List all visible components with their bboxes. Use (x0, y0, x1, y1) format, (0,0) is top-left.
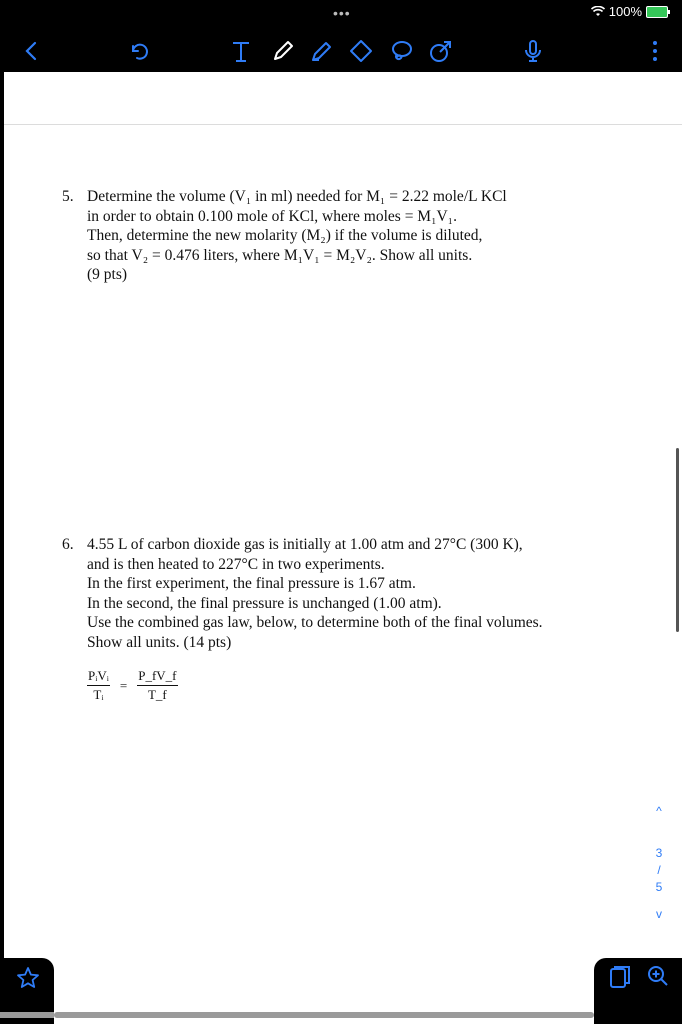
bottom-right-panel (594, 958, 682, 1024)
question-line: Determine the volume (V₁ in ml) needed for M₁ = 2.22 mole/L KCl (87, 188, 507, 205)
text-icon (228, 38, 254, 64)
back-button[interactable] (16, 36, 46, 66)
right-fraction (137, 668, 177, 703)
highlighter-tool[interactable] (307, 36, 337, 66)
combined-gas-law-formula (87, 668, 178, 703)
question-line: in order to obtain 0.100 mole of KCl, where moles = M₁V₁. (87, 207, 457, 225)
left-fraction (87, 668, 110, 703)
shapes-tool[interactable] (425, 36, 455, 66)
zoom-in-icon[interactable] (646, 964, 670, 988)
lasso-icon (388, 38, 414, 64)
vertical-scrollbar[interactable] (676, 448, 679, 632)
question-line: Then, determine the new molarity (M₂) if the volume is diluted, (87, 227, 483, 244)
question-6 (62, 535, 543, 652)
eraser-tool[interactable] (346, 36, 376, 66)
page-separator: / (657, 863, 661, 877)
top-toolbar (0, 0, 682, 72)
lasso-tool[interactable] (386, 36, 416, 66)
more-icon (642, 38, 668, 64)
more-button[interactable] (640, 36, 670, 66)
microphone-icon (520, 38, 546, 64)
question-line: 4.55 L of carbon dioxide gas is initially at 1.00 atm and 27°C (300 K), (87, 536, 523, 553)
pen-tool[interactable] (268, 36, 298, 66)
undo-icon (126, 38, 152, 64)
question-number: 6. (62, 536, 74, 553)
left-numerator: PᵢVᵢ (87, 668, 110, 686)
page-down-button[interactable]: v (656, 907, 662, 921)
page-header-area (0, 72, 682, 125)
current-page: 3 (655, 846, 663, 860)
question-line: Use the combined gas law, below, to determine both of the final volumes. (87, 614, 543, 631)
star-icon[interactable] (16, 966, 40, 990)
more-dots[interactable]: ••• (333, 5, 351, 21)
question-line: and is then heated to 227°C in two experiments. (87, 555, 385, 573)
page-up-button[interactable]: ^ (656, 804, 662, 818)
microphone-button[interactable] (518, 36, 548, 66)
right-numerator: P_fV_f (137, 668, 177, 686)
battery-icon (646, 6, 668, 18)
question-line: In the second, the final pressure is unchanged (1.00 atm). (87, 594, 442, 612)
question-5 (62, 187, 507, 285)
left-denominator: Tᵢ (93, 687, 104, 702)
question-number: 5. (62, 188, 74, 205)
wifi-icon (591, 6, 605, 17)
back-icon (18, 38, 44, 64)
status-bar (591, 4, 668, 19)
undo-button[interactable] (124, 36, 154, 66)
question-line: Show all units. (14 pts) (87, 633, 232, 651)
question-line: In the first experiment, the final pressure is 1.67 atm. (87, 575, 416, 592)
question-line: (9 pts) (87, 266, 128, 283)
shapes-icon (427, 38, 453, 64)
horizontal-scrollbar[interactable] (54, 1012, 594, 1018)
total-pages: 5 (655, 880, 663, 894)
equals-sign: = (119, 677, 128, 693)
scroll-track-left (0, 1012, 54, 1018)
page-navigator (647, 804, 671, 924)
battery-label: 100% (608, 4, 642, 19)
pages-icon[interactable] (608, 964, 632, 990)
question-line: so that V₂ = 0.476 liters, where M₁V₁ = M₂V₂. Show all units. (87, 246, 473, 264)
left-edge (0, 72, 4, 1024)
text-tool[interactable] (226, 36, 256, 66)
pen-icon (270, 38, 296, 64)
highlighter-icon (309, 38, 335, 64)
right-denominator: T_f (147, 687, 167, 702)
eraser-icon (348, 38, 374, 64)
